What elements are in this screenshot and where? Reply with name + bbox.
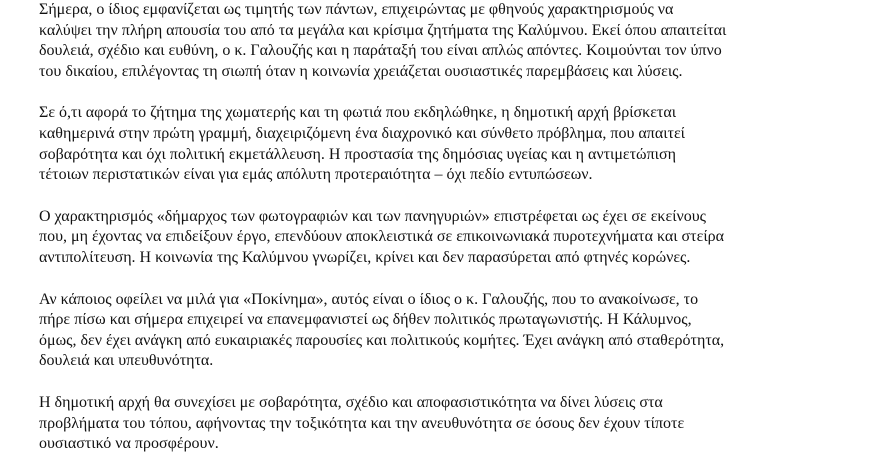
text-line: Η δημοτική αρχή θα συνεχίσει με σοβαρότητα, σχέδιο και αποφασιστικότητα να δίνει λύσεις στα bbox=[39, 393, 663, 411]
text-line: καθημερινά στην πρώτη γραμμή, διαχειριζόμενη ένα διαχρονικό και σύνθετο πρόβλημα, που απαιτεί bbox=[39, 124, 685, 142]
text-line: του δικαίου, επιλέγοντας τη σιωπή όταν η κοινωνία χρειάζεται ουσιαστικές παρεμβάσεις και λύσεις. bbox=[39, 62, 683, 80]
text-line: που, μη έχοντας να επιδείξουν έργο, επενδύουν αποκλειστικά σε επικοινωνιακά πυροτεχνήματα και στείρα bbox=[39, 228, 724, 246]
text-line: πήρε πίσω και σήμερα επιχειρεί να επανεμφανιστεί ως δήθεν πολιτικός πρωταγωνιστής. Η Κάλυμνος, bbox=[39, 311, 692, 329]
paragraph-2 bbox=[39, 103, 869, 185]
paragraph-3 bbox=[39, 207, 869, 269]
text-line: Σήμερα, ο ίδιος εμφανίζεται ως τιμητής των πάντων, επιχειρώντας με φθηνούς χαρακτηρισμούς να bbox=[39, 1, 674, 18]
text-line: Ο χαρακτηρισμός «δήμαρχος των φωτογραφιών και των πανηγυριών» επιστρέφεται ως έχει σε εκείνους bbox=[39, 207, 707, 225]
text-line: ουσιαστικό να προσφέρουν. bbox=[39, 435, 219, 453]
text-line: Αν κάποιος οφείλει να μιλά για «Ποκίνημα», αυτός είναι ο ίδιος ο κ. Γαλουζής, που το ανακοίνωσε, το bbox=[39, 290, 699, 308]
paragraph-4 bbox=[39, 290, 869, 372]
paragraph-5 bbox=[39, 393, 869, 455]
text-line: προβλήματα του τόπου, αφήνοντας την τοξικότητα και την ανευθυνότητα σε όσους δεν έχουν τίποτε bbox=[39, 414, 685, 432]
text-line: όμως, δεν έχει ανάγκη από ευκαιριακές παρουσίες και πολιτικούς κομήτες. Έχει ανάγκη από σταθερότητα, bbox=[39, 331, 725, 349]
paragraph-1 bbox=[39, 0, 869, 82]
text-line: δουλειά, σχέδιο και ευθύνη, ο κ. Γαλουζής και η παράταξή του είναι απλώς απόντες. Κοιμούνται τον ύπνο bbox=[39, 42, 722, 60]
text-line: Σε ό,τι αφορά το ζήτημα της χωματερής και τη φωτιά που εκδηλώθηκε, η δημοτική αρχή βρίσκεται bbox=[39, 104, 677, 122]
text-line: τέτοιων περιστατικών είναι για εμάς απόλυτη προτεραιότητα – όχι πεδίο εντυπώσεων. bbox=[39, 166, 593, 184]
article-body bbox=[39, 0, 869, 476]
text-line: αντιπολίτευση. Η κοινωνία της Καλύμνου γνωρίζει, κρίνει και δεν παρασύρεται από φτηνές κορώνες. bbox=[39, 248, 691, 266]
text-line: καλύψει την πλήρη απουσία του από τα μεγάλα και κρίσιμα ζητήματα της Καλύμνου. Εκεί όπου απαιτείται bbox=[39, 21, 727, 39]
text-line: δουλειά και υπευθυνότητα. bbox=[39, 352, 214, 370]
text-line: σοβαρότητα και όχι πολιτική εκμετάλλευση. Η προστασία της δημόσιας υγείας και η αντιμετώπιση bbox=[39, 145, 676, 163]
